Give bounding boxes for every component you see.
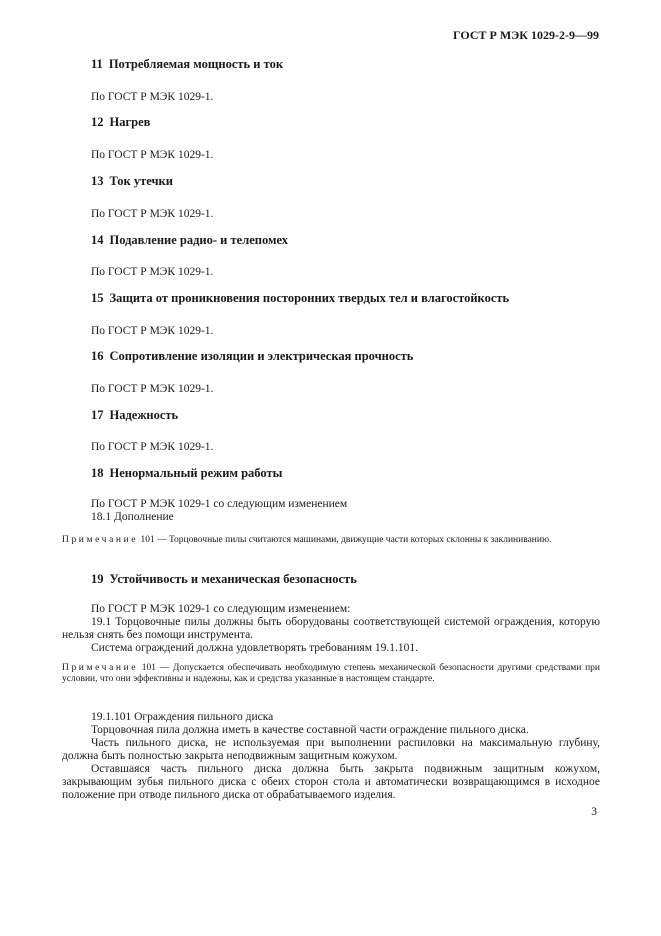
section-12-text: По ГОСТ Р МЭК 1029-1. [91,149,214,161]
section-18-heading: 18 Ненормальный режим работы [91,466,283,480]
section-19-clause: 19.1.101 Ограждения пильного диска [91,711,274,723]
section-19-intro: По ГОСТ Р МЭК 1029-1 со следующим изменением: [91,603,351,615]
section-16-text: По ГОСТ Р МЭК 1029-1. [91,383,214,395]
standard-header: ГОСТ Р МЭК 1029-2-9—99 [453,28,599,42]
section-11-heading: 11 Потребляемая мощность и ток [91,57,284,71]
section-18-note: Примечание 101 — Торцовочные пилы считаются машинами, движущие части которых склонны к заклиниванию. [62,535,552,545]
section-13-text: По ГОСТ Р МЭК 1029-1. [91,208,214,220]
section-18-clause: 18.1 Дополнение [91,511,174,523]
section-15-text: По ГОСТ Р МЭК 1029-1. [91,325,214,337]
section-19-heading: 19 Устойчивость и механическая безопасность [91,572,357,586]
section-19-note: Примечание 101 — Допускается обеспечивать необходимую степень механической безопасности другими средствами при условии, что они эффективны и надежны, как и средства указанные в настоящем стандарте. [62,663,600,684]
section-19-paragraph-3: Торцовочная пила должна иметь в качестве составной части ограждение пильного диска. [91,724,529,736]
section-14-heading: 14 Подавление радио- и телепомех [91,233,289,247]
section-19-paragraph-1: 19.1 Торцовочные пилы должны быть оборудованы соответствующей системой ограждения, которую нельзя снять без помощи инструмента. [62,616,600,641]
section-18-intro: По ГОСТ Р МЭК 1029-1 со следующим изменением [91,498,348,510]
note-label: Примечание [62,535,139,545]
section-17-text: По ГОСТ Р МЭК 1029-1. [91,441,214,453]
section-19-paragraph-5: Оставшаяся часть пильного диска должна быть закрыта подвижным защитным кожухом, закрывающим зубья пильного диска с обеих сторон стола и автоматически возвращающимся в исходное положение при отводе пильного диска от обрабатываемого изделия. [62,763,600,801]
page-number: 3 [591,806,597,818]
section-15-heading: 15 Защита от проникновения посторонних твердых тел и влагостойкость [91,291,510,305]
section-17-heading: 17 Надежность [91,408,179,422]
section-19-paragraph-2: Система ограждений должна удовлетворять требованиям 19.1.101. [91,642,419,654]
note-label: Примечание [62,663,139,673]
section-12-heading: 12 Нагрев [91,115,151,129]
section-13-heading: 13 Ток утечки [91,174,173,188]
section-19-paragraph-4: Часть пильного диска, не используемая при выполнении распиловки на максимальную глубину, должна быть полностью закрыта неподвижным защитным кожухом. [62,737,600,762]
section-16-heading: 16 Сопротивление изоляции и электрическая прочность [91,349,414,363]
section-11-text: По ГОСТ Р МЭК 1029-1. [91,91,214,103]
section-14-text: По ГОСТ Р МЭК 1029-1. [91,266,214,278]
